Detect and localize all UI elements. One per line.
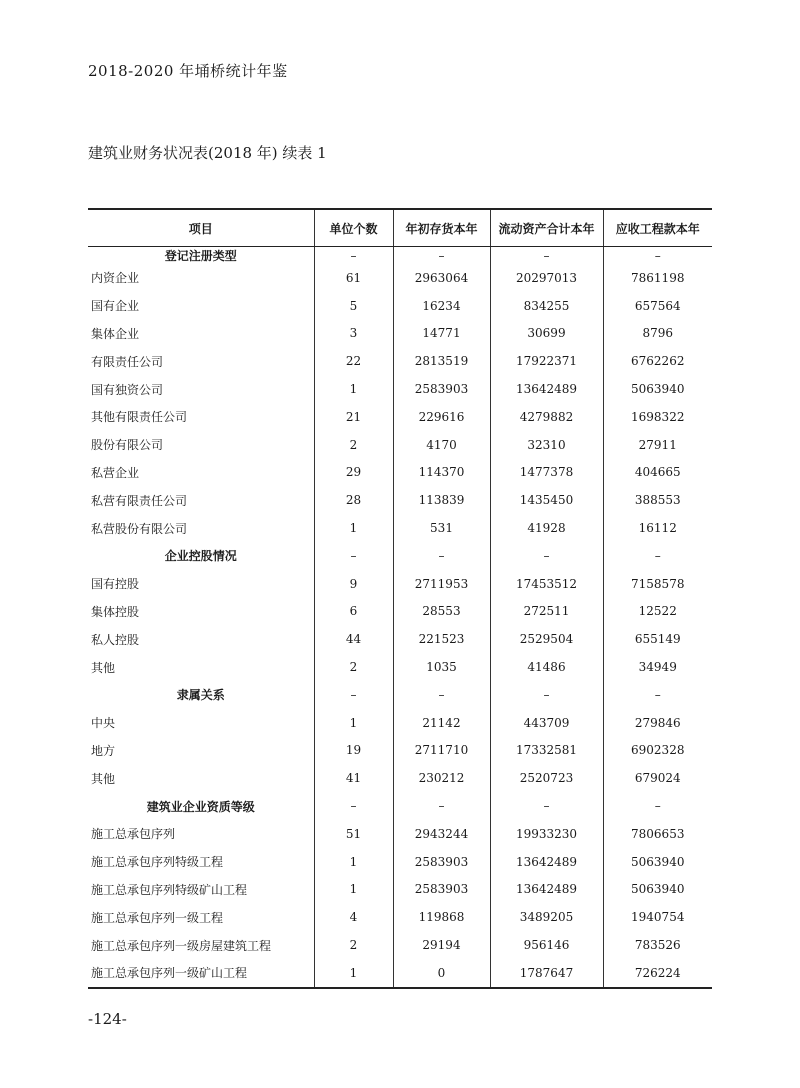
table-row <box>88 903 712 931</box>
table-cell: 2711953 <box>393 570 490 598</box>
table-cell: 61 <box>314 264 393 292</box>
table-cell: 20297013 <box>490 264 603 292</box>
table-cell: 51 <box>314 820 393 848</box>
table-cell: – <box>603 792 712 820</box>
row-label: 施工总承包序列一级工程 <box>91 910 224 925</box>
table-row <box>88 959 712 988</box>
table-row <box>88 403 712 431</box>
table-section-row <box>88 792 712 820</box>
table-cell: 12522 <box>603 598 712 626</box>
table-cell: 5 <box>314 292 393 320</box>
table-row <box>88 320 712 348</box>
table-cell: 726224 <box>603 959 712 988</box>
table-cell: 1 <box>314 514 393 542</box>
table-cell: 1698322 <box>603 403 712 431</box>
row-label: 私人控股 <box>91 632 140 647</box>
row-label: 私营股份有限公司 <box>91 521 188 536</box>
table-cell: 655149 <box>603 625 712 653</box>
row-label: 私营企业 <box>91 465 140 480</box>
table-cell: 14771 <box>393 320 490 348</box>
table-cell: 657564 <box>603 292 712 320</box>
table-cell: 834255 <box>490 292 603 320</box>
table-cell: – <box>393 247 490 265</box>
table-cell: 404665 <box>603 459 712 487</box>
table-cell: – <box>314 542 393 570</box>
table-cell: 1035 <box>393 653 490 681</box>
statistics-table <box>88 208 712 989</box>
table-cell: 5063940 <box>603 848 712 876</box>
column-header-opening-inventory: 年初存货本年 <box>393 209 490 247</box>
table-cell: 28553 <box>393 598 490 626</box>
row-label: 地方 <box>91 743 116 758</box>
table-row <box>88 264 712 292</box>
row-label: 施工总承包序列特级工程 <box>91 855 224 870</box>
column-header-receivables: 应收工程款本年 <box>603 209 712 247</box>
table-cell: 2583903 <box>393 848 490 876</box>
table-cell: 2 <box>314 931 393 959</box>
table-cell: 2 <box>314 431 393 459</box>
table-cell: 28 <box>314 486 393 514</box>
table-cell: 8796 <box>603 320 712 348</box>
table-row <box>88 486 712 514</box>
table-cell: 6902328 <box>603 737 712 765</box>
table-cell: 21142 <box>393 709 490 737</box>
table-cell: 19933230 <box>490 820 603 848</box>
table-cell: 3 <box>314 320 393 348</box>
table-cell: 5063940 <box>603 876 712 904</box>
section-label: 建筑业企业资质等级 <box>146 799 255 814</box>
row-label: 施工总承包序列一级房屋建筑工程 <box>91 938 272 953</box>
table-row <box>88 598 712 626</box>
page-number: -124- <box>88 1010 127 1028</box>
table-cell: 17453512 <box>490 570 603 598</box>
table-cell: 221523 <box>393 625 490 653</box>
table-cell: 119868 <box>393 903 490 931</box>
table-cell: – <box>490 792 603 820</box>
row-label: 国有独资公司 <box>91 382 164 397</box>
table-cell: 114370 <box>393 459 490 487</box>
table-row <box>88 653 712 681</box>
table-cell: 29 <box>314 459 393 487</box>
table-cell: 34949 <box>603 653 712 681</box>
table-cell: 2813519 <box>393 347 490 375</box>
table-cell: 3489205 <box>490 903 603 931</box>
table-cell: 16234 <box>393 292 490 320</box>
table-header-row <box>88 209 712 247</box>
table-cell: 19 <box>314 737 393 765</box>
table-cell: 229616 <box>393 403 490 431</box>
column-header-unit-count: 单位个数 <box>314 209 393 247</box>
row-label: 股份有限公司 <box>91 438 164 453</box>
table-cell: 6762262 <box>603 347 712 375</box>
table-cell: 1477378 <box>490 459 603 487</box>
table-cell: 41 <box>314 764 393 792</box>
table-cell: 1435450 <box>490 486 603 514</box>
table-row <box>88 876 712 904</box>
table-cell: 783526 <box>603 931 712 959</box>
table-row <box>88 459 712 487</box>
table-cell: 679024 <box>603 764 712 792</box>
table-row <box>88 292 712 320</box>
table-cell: – <box>393 542 490 570</box>
table-row <box>88 820 712 848</box>
table-cell: 443709 <box>490 709 603 737</box>
column-header-current-assets: 流动资产合计本年 <box>490 209 603 247</box>
row-label: 私营有限责任公司 <box>91 493 188 508</box>
table-row <box>88 431 712 459</box>
table-row <box>88 625 712 653</box>
table-cell: – <box>314 681 393 709</box>
row-label: 其他 <box>91 660 116 675</box>
row-label: 施工总承包序列特级矿山工程 <box>91 882 248 897</box>
table-cell: 44 <box>314 625 393 653</box>
row-label: 集体控股 <box>91 604 140 619</box>
table-cell: 1 <box>314 876 393 904</box>
table-row <box>88 848 712 876</box>
table-cell: – <box>393 792 490 820</box>
running-header: 2018-2020 年埇桥统计年鉴 <box>88 62 288 80</box>
table-cell: 30699 <box>490 320 603 348</box>
row-label: 集体企业 <box>91 326 140 341</box>
table-cell: 4170 <box>393 431 490 459</box>
table-cell: – <box>314 792 393 820</box>
row-label: 施工总承包序列 <box>91 827 176 842</box>
table-cell: 7861198 <box>603 264 712 292</box>
row-label: 国有企业 <box>91 299 140 314</box>
table-cell: 16112 <box>603 514 712 542</box>
table-cell: – <box>603 542 712 570</box>
row-label: 有限责任公司 <box>91 354 164 369</box>
table-cell: 1 <box>314 375 393 403</box>
table-cell: – <box>314 247 393 265</box>
table-row <box>88 709 712 737</box>
table-cell: 4279882 <box>490 403 603 431</box>
row-label: 国有控股 <box>91 577 140 592</box>
table-cell: 2583903 <box>393 876 490 904</box>
table-cell: 2520723 <box>490 764 603 792</box>
section-label: 企业控股情况 <box>164 549 237 564</box>
table-section-row <box>88 247 712 265</box>
table-row <box>88 764 712 792</box>
column-header-item: 项目 <box>88 209 314 247</box>
table-cell: 5063940 <box>603 375 712 403</box>
table-cell: 272511 <box>490 598 603 626</box>
table-cell: 17332581 <box>490 737 603 765</box>
table-cell: 2529504 <box>490 625 603 653</box>
table-section-row <box>88 542 712 570</box>
row-label: 施工总承包序列一级矿山工程 <box>88 959 314 988</box>
table-body <box>88 247 712 988</box>
table-cell: – <box>490 542 603 570</box>
table-cell: 531 <box>393 514 490 542</box>
table-cell: – <box>603 681 712 709</box>
table-title: 建筑业财务状况表(2018 年) 续表 1 <box>88 144 327 162</box>
table-cell: 32310 <box>490 431 603 459</box>
table-cell: 27911 <box>603 431 712 459</box>
table-cell: 2583903 <box>393 375 490 403</box>
table-cell: 2711710 <box>393 737 490 765</box>
table-row <box>88 570 712 598</box>
row-label: 其他 <box>91 771 116 786</box>
table-cell: 388553 <box>603 486 712 514</box>
table-row <box>88 931 712 959</box>
table-row <box>88 347 712 375</box>
table-cell: 2963064 <box>393 264 490 292</box>
table-cell: 2943244 <box>393 820 490 848</box>
table-cell: 0 <box>393 959 490 988</box>
table-row <box>88 514 712 542</box>
table-cell: 113839 <box>393 486 490 514</box>
table-cell: 7806653 <box>603 820 712 848</box>
section-label: 隶属关系 <box>176 688 225 703</box>
table-row <box>88 737 712 765</box>
table-cell: 230212 <box>393 764 490 792</box>
table-cell: 17922371 <box>490 347 603 375</box>
table-cell: 6 <box>314 598 393 626</box>
table-cell: 4 <box>314 903 393 931</box>
table-cell: 41928 <box>490 514 603 542</box>
table-cell: 1 <box>314 848 393 876</box>
table-cell: – <box>490 247 603 265</box>
table-cell: 21 <box>314 403 393 431</box>
table-cell: 1940754 <box>603 903 712 931</box>
row-label: 中央 <box>91 716 116 731</box>
table-cell: 13642489 <box>490 375 603 403</box>
table-cell: 13642489 <box>490 876 603 904</box>
table-cell: 29194 <box>393 931 490 959</box>
row-label: 其他有限责任公司 <box>91 410 188 425</box>
table-row <box>88 375 712 403</box>
table-cell: 7158578 <box>603 570 712 598</box>
table-cell: 279846 <box>603 709 712 737</box>
table-cell: 9 <box>314 570 393 598</box>
table-cell: 1787647 <box>490 959 603 988</box>
table-cell: 1 <box>314 959 393 988</box>
table-cell: 956146 <box>490 931 603 959</box>
row-label: 内资企业 <box>91 271 140 286</box>
section-label: 登记注册类型 <box>164 249 237 263</box>
table-section-row <box>88 681 712 709</box>
table-cell: – <box>393 681 490 709</box>
table-cell: 13642489 <box>490 848 603 876</box>
table-cell: 22 <box>314 347 393 375</box>
table-cell: – <box>490 681 603 709</box>
table-cell: 2 <box>314 653 393 681</box>
table-cell: 41486 <box>490 653 603 681</box>
table-cell: – <box>603 247 712 265</box>
table-cell: 1 <box>314 709 393 737</box>
